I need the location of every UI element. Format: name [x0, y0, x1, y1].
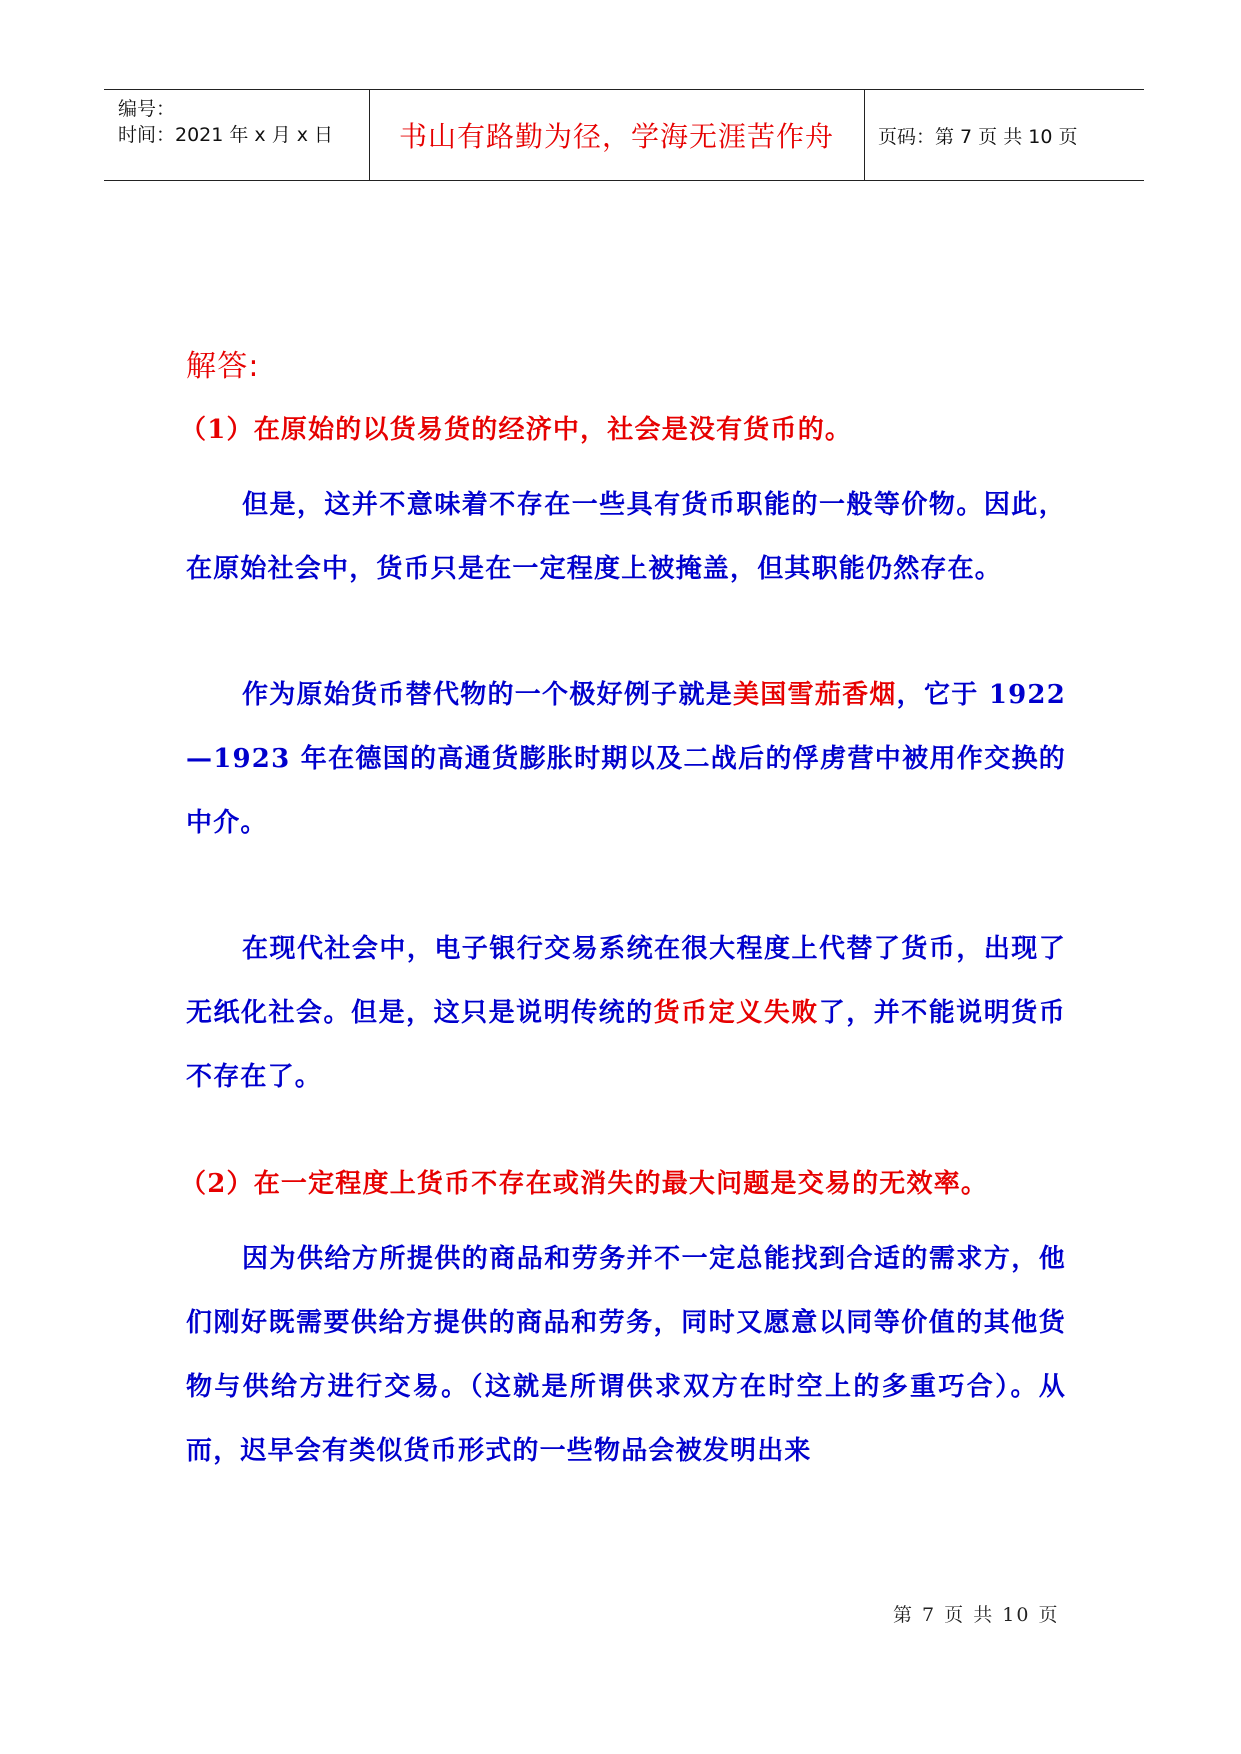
question-1-paragraph-3 — [186, 917, 1066, 1109]
paragraph-2-text-before: 作为原始货币替代物的一个极好例子就是 — [242, 680, 733, 710]
answer-title: 解答: — [186, 349, 260, 384]
page-header — [104, 89, 1144, 181]
question-2-paragraph-1: 因为供给方所提供的商品和劳务并不一定总能找到合适的需求方，他们刚好既需要供给方提供的商品和劳务，同时又愿意以同等价值的其他货物与供给方进行交易。（这就是所谓供求双方在时空上的多重巧合）。从而，迟早会有类似货币形式的一些物品会被发明出来 — [186, 1244, 1066, 1466]
paragraph-3-text-after: 了，并不能说明货币不存在了。 — [186, 998, 1066, 1092]
question-1-heading: （1）在原始的以货易货的经济中，社会是没有货币的。 — [180, 415, 853, 445]
question-1-paragraph-1: 但是，这并不意味着不存在一些具有货币职能的一般等价物。因此，在原始社会中，货币只是在一定程度上被掩盖，但其职能仍然存在。 — [186, 490, 1066, 584]
highlight-money-definition-failure: 货币定义失败 — [653, 998, 819, 1028]
highlight-american-cigarettes: 美国雪茄香烟 — [733, 680, 897, 710]
question-2-heading: （2）在一定程度上货币不存在或消失的最大问题是交易的无效率。 — [180, 1169, 989, 1199]
header-page-info: 页码：第 7 页 共 10 页 — [878, 125, 1078, 148]
paragraph-2-text-after: ，它于 1922—1923 年在德国的高通货膨胀时期以及二战后的俘虏营中被用作交换的中介。 — [186, 680, 1066, 838]
header-motto: 书山有路勤为径，学海无涯苦作舟 — [369, 90, 865, 180]
question-1-paragraph-2 — [186, 663, 1066, 855]
paragraph-3-text-before: 在现代社会中，电子银行交易系统在很大程度上代替了货币，出现了无纸化社会。但是，这只是说明传统的 — [186, 934, 1066, 1028]
header-number-label: 编号： — [118, 98, 176, 120]
header-time-label: 时间：2021 年 x 月 x 日 — [118, 124, 334, 146]
page-footer: 第 7 页 共 10 页 — [893, 1604, 1060, 1626]
document-body — [180, 347, 1066, 1483]
header-meta-cell — [104, 90, 370, 180]
